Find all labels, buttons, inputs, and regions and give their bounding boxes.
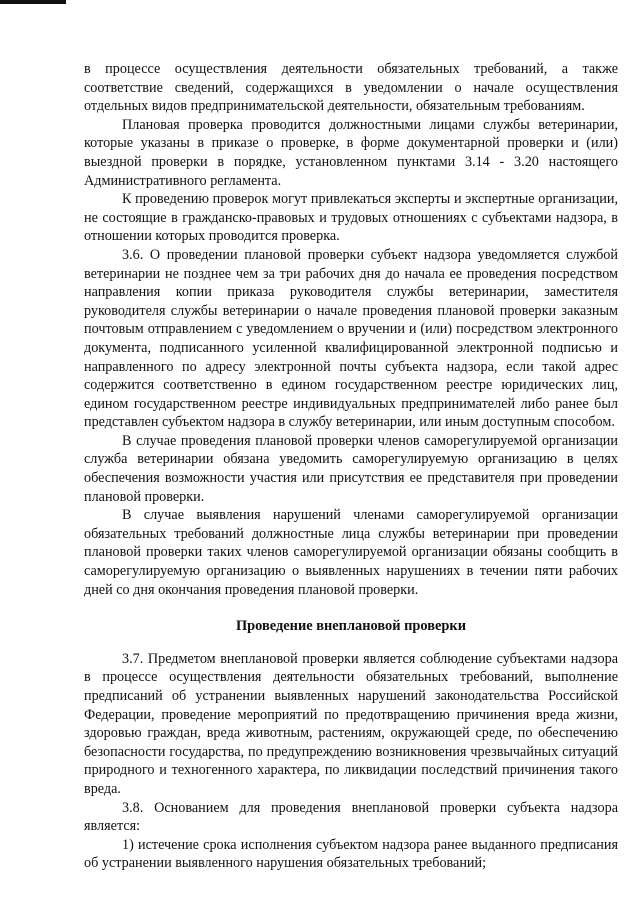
paragraph-sro-violations: В случае выявления нарушений членами саморегулируемой организации обязательных требований должностные лица службы ветеринарии при проведении плановой проверки таких членов саморегулируемой организации обязаны сообщить в саморегулируемую организацию о выявленных нарушениях в течении пяти рабочих дней со дня окончания проведения плановой проверки. (84, 507, 618, 598)
paragraph-sro-notification: В случае проведения плановой проверки членов саморегулируемой организации служба ветеринарии обязана уведомить саморегулируемую организацию в целях обеспечения возможности участия или присутствия ее представителя при проведении плановой проверки. (84, 432, 618, 505)
list-item-1: 1) истечение срока исполнения субъектом надзора ранее выданного предписания об устранении выявленного нарушения обязательных требований; (84, 836, 618, 872)
paragraph-3-6: 3.6. О проведении плановой проверки субъект надзора уведомляется службой ветеринарии не позднее чем за три рабочих дня до начала ее проведения посредством направления копии приказа руководителя службы ветеринарии, заместителя руководителя службы ветеринарии о начале проведения плановой проверки заказным почтовым отправлением с уведомлением о вручении и (или) посредством электронного документа, подписанного усиленной квалифицированной электронной подписью и направленного по адресу электронной почты субъекта надзора, если такой адрес содержится соответственно в едином государственном реестре юридических лиц, едином государственном реестре индивидуальных предпринимателей либо ранее был представлен субъектом надзора в службу ветеринарии, или иным доступным способом. (84, 246, 618, 431)
paragraph-3-7: 3.7. Предметом внеплановой проверки является соблюдение субъектами надзора в процессе осуществления деятельности обязательных требований, выполнение предписаний об устранении выявленных нарушений законодательства Российской Федерации, проведение мероприятий по предотвращению причинения вреда жизни, здоровью граждан, вреда животным, растениям, окружающей среде, по обеспечению безопасности государства, по предупреждению возникновения чрезвычайных ситуаций природного и техногенного характера, по ликвидации последствий причинения такого вреда. (84, 650, 618, 797)
section-heading: Проведение внеплановой проверки (235, 618, 466, 635)
paragraph-3-8: 3.8. Основанием для проведения внеплановой проверки субъекта надзора является: (84, 799, 618, 835)
paragraph-continuation: в процессе осуществления деятельности обязательных требований, а также соответствие сведений, содержащихся в уведомлении о начале осуществления отдельных видов предпринимательской деятельности, обязательным требованиям. (84, 61, 618, 115)
document-page (84, 60, 618, 873)
paragraph-planned-inspection: Плановая проверка проводится должностными лицами службы ветеринарии, которые указаны в приказе о проверке, в форме документарной проверки и (или) выездной проверки в порядке, установленном пунктами 3.14 - 3.20 настоящего Административного регламента. (84, 116, 618, 189)
paragraph-experts: К проведению проверок могут привлекаться эксперты и экспертные организации, не состоящие в гражданско-правовых и трудовых отношениях с субъектами надзора, в отношении которых проводится проверка. (84, 191, 618, 245)
top-edge-rule (0, 0, 66, 4)
